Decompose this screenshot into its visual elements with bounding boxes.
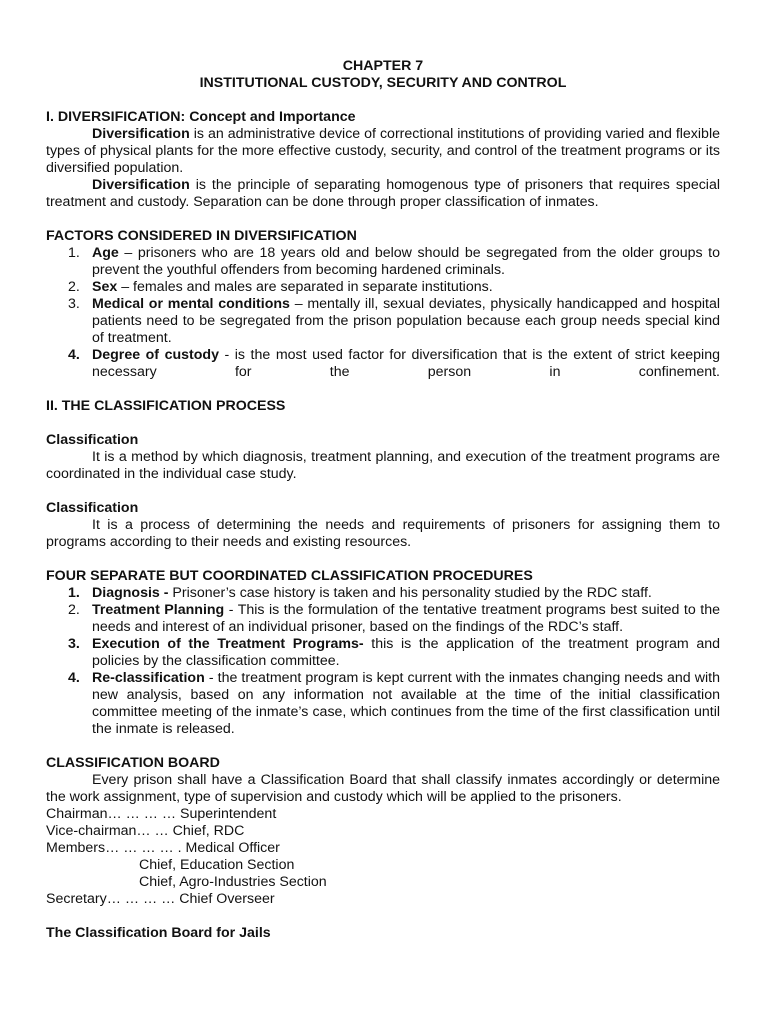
item-number: 3. <box>68 296 80 312</box>
jails-board-heading: The Classification Board for Jails <box>46 925 271 941</box>
list-item <box>46 585 720 602</box>
paragraph-text: is the principle of separating homogenous type of prisoners that requires special treatment and custody. Separation can be done through proper classification of inmates. <box>46 177 720 210</box>
diversification-paragraph-1 <box>46 126 720 177</box>
item-number: 2. <box>68 602 80 618</box>
list-item <box>46 670 720 738</box>
paragraph-text: is an administrative device of correctional institutions of providing varied and flexible types of physical plants for the more effective custody, security, and control of the treatment programs or its diversified population. <box>46 126 720 176</box>
list-item <box>46 347 720 381</box>
factors-list <box>46 245 720 381</box>
board-vice-chairman: Vice-chairman… … Chief, RDC <box>46 823 245 839</box>
item-number: 3. <box>68 636 80 652</box>
procedures-list <box>46 585 720 738</box>
list-item <box>46 296 720 347</box>
section-heading-classification-process: II. THE CLASSIFICATION PROCESS <box>46 398 286 414</box>
item-number: 2. <box>68 279 80 295</box>
classification-title-2: Classification <box>46 500 139 516</box>
diversification-paragraph-2 <box>46 177 720 211</box>
list-item <box>46 279 720 296</box>
board-member-education: Chief, Education Section <box>139 857 295 873</box>
classification-board-paragraph: Every prison shall have a Classification Board that shall classify inmates accordingly or determine the work assignment, type of supervision and custody which will be applied to the prisoners. <box>46 772 720 805</box>
item-text: this is the application of the treatment program and policies by the classification committee. <box>92 636 720 669</box>
term: Sex <box>92 279 118 295</box>
procedures-heading: FOUR SEPARATE BUT COORDINATED CLASSIFICATION PROCEDURES <box>46 568 533 584</box>
classification-board-heading: CLASSIFICATION BOARD <box>46 755 220 771</box>
term: Execution of the Treatment Programs- <box>92 636 364 652</box>
term: Diversification <box>92 177 190 193</box>
item-text: - is the most used factor for diversification that is the extent of strict keeping necessary for the person in confinement. <box>92 347 720 380</box>
item-text: - the treatment program is kept current with the inmates changing needs and with new analysis, based on any information not available at the time of the initial classification committee meeting of the inmate’s case, which continues from the time of the first classification until the inmate is released. <box>92 670 720 737</box>
board-members: Members… … … … . Medical Officer <box>46 840 280 856</box>
board-member-agro: Chief, Agro-Industries Section <box>139 874 327 890</box>
item-text: – females and males are separated in separate institutions. <box>117 279 493 295</box>
section-heading-diversification: I. DIVERSIFICATION: Concept and Importance <box>46 109 356 125</box>
term: Age <box>92 245 119 261</box>
item-number: 1. <box>68 585 80 601</box>
item-text: – prisoners who are 18 years old and below should be segregated from the older groups to prevent the youthful offenders from becoming hardened criminals. <box>92 245 720 278</box>
classification-paragraph-2: It is a process of determining the needs and requirements of prisoners for assigning them to programs according to their needs and existing resources. <box>46 517 720 550</box>
term: Diversification <box>92 126 190 142</box>
item-text: Prisoner’s case history is taken and his personality studied by the RDC staff. <box>168 585 652 601</box>
item-number: 1. <box>68 245 80 261</box>
board-secretary: Secretary… … … … Chief Overseer <box>46 891 275 907</box>
factors-heading: FACTORS CONSIDERED IN DIVERSIFICATION <box>46 228 357 244</box>
item-number: 4. <box>68 670 80 686</box>
term: Diagnosis - <box>92 585 169 601</box>
item-number: 4. <box>68 347 80 363</box>
term: Treatment Planning <box>92 602 225 618</box>
item-text: - This is the formulation of the tentative treatment programs best suited to the needs and interest of an individual prisoner, based on the findings of the RDC’s staff. <box>92 602 720 635</box>
item-text: – mentally ill, sexual deviates, physically handicapped and hospital patients need to be segregated from the prison population because each group needs special kind of treatment. <box>92 296 720 346</box>
list-item <box>46 602 720 636</box>
term: Degree of custody <box>92 347 219 363</box>
chapter-title: INSTITUTIONAL CUSTODY, SECURITY AND CONTROL <box>199 75 567 91</box>
term: Re-classification <box>92 670 205 686</box>
list-item <box>46 636 720 670</box>
classification-title-1: Classification <box>46 432 139 448</box>
list-item <box>46 245 720 279</box>
classification-paragraph-1: It is a method by which diagnosis, treatment planning, and execution of the treatment programs are coordinated in the individual case study. <box>46 449 720 482</box>
board-chairman: Chairman… … … … Superintendent <box>46 806 277 822</box>
term: Medical or mental conditions <box>92 296 290 312</box>
chapter-number: CHAPTER 7 <box>342 58 424 74</box>
